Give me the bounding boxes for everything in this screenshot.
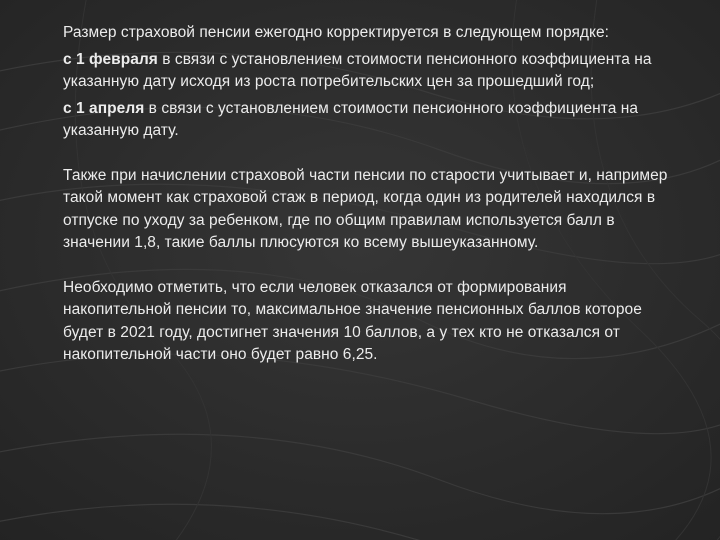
item-february-text: в связи с установлением стоимости пенсионного коэффициента на указанную дату исходя из роста потребительских цен за прошедший год; — [63, 50, 652, 90]
slide-text — [63, 22, 678, 367]
item-april-text: в связи с установлением стоимости пенсионного коэффициента на указанную дату. — [63, 99, 639, 139]
seniority-paragraph: Также при начислении страховой части пенсии по старости учитывает и, например такой момент как страховой стаж в период, когда один из родителей находился в отпуске по уходу за ребенком, где по общим правилам используется балл в значении 1,8, такие баллы плюсуются ко всему вышеуказанному. — [63, 166, 668, 251]
item-april — [63, 98, 678, 143]
item-february-lead: с 1 февраля — [63, 50, 158, 68]
funded-pension-paragraph: Необходимо отметить, что если человек отказался от формирования накопительной пенсии то, максимальное значение пенсионных баллов которое будет в 2021 году, достигнет значения 10 баллов, а у тех кто не отказался от накопительной части оно будет равно 6,25. — [63, 278, 642, 363]
item-february — [63, 49, 678, 94]
item-april-lead: с 1 апреля — [63, 99, 145, 117]
intro-paragraph: Размер страховой пенсии ежегодно корректируется в следующем порядке: — [63, 24, 610, 41]
